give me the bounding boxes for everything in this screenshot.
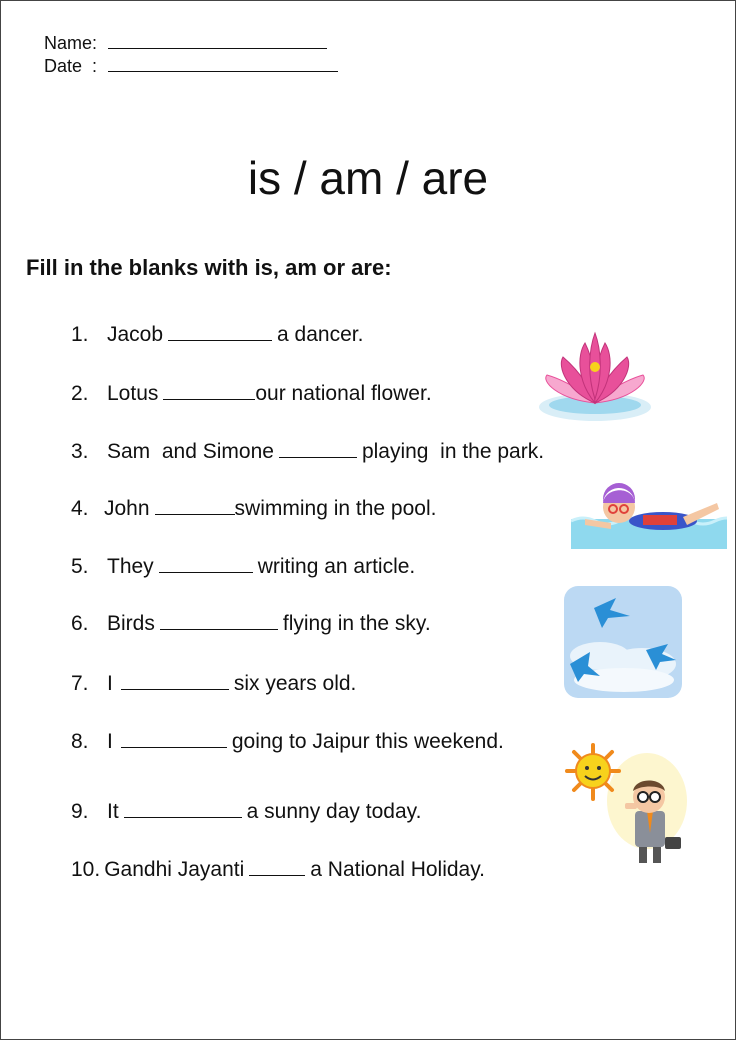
question-number: 8. (71, 730, 89, 753)
question-8 (71, 730, 504, 754)
question-rest: a sunny day today. (246, 800, 422, 823)
date-row (44, 56, 338, 77)
question-4 (71, 497, 436, 521)
question-rest: a dancer. (277, 323, 364, 346)
question-2 (71, 382, 432, 406)
question-number: 1. (71, 323, 89, 346)
swimmer-picture (571, 473, 727, 553)
question-rest: writing an article. (257, 555, 416, 578)
name-row (44, 33, 327, 54)
question-7 (71, 672, 356, 696)
question-rest: swimming in the pool. (234, 497, 437, 520)
question-1 (71, 323, 363, 347)
answer-blank[interactable] (279, 456, 357, 458)
question-subject: Jacob (107, 323, 164, 346)
question-number: 6. (71, 612, 89, 635)
date-label: Date : (44, 56, 98, 76)
question-subject: Birds (107, 612, 155, 635)
question-subject: I (107, 730, 113, 753)
question-number: 9. (71, 800, 89, 823)
answer-blank[interactable] (168, 339, 272, 341)
question-subject: They (107, 555, 154, 578)
answer-blank[interactable] (249, 874, 305, 876)
question-5 (71, 555, 415, 579)
answer-blank[interactable] (121, 746, 227, 748)
question-rest: going to Jaipur this weekend. (231, 730, 504, 753)
question-rest: six years old. (233, 672, 357, 695)
answer-blank[interactable] (155, 513, 235, 515)
answer-blank[interactable] (163, 398, 255, 400)
question-rest: our national flower. (255, 382, 432, 405)
question-9 (71, 800, 421, 824)
question-3 (71, 440, 544, 464)
answer-blank[interactable] (159, 571, 253, 573)
sunny-day-man-picture (555, 741, 689, 871)
question-subject: John (104, 497, 150, 520)
name-line[interactable] (108, 48, 327, 49)
question-rest: a National Holiday. (310, 858, 486, 881)
question-subject: Gandhi Jayanti (104, 858, 245, 881)
page-title: is / am / are (247, 152, 489, 204)
date-line[interactable] (108, 71, 338, 72)
question-subject: Lotus (107, 382, 159, 405)
question-number: 10. (71, 858, 101, 881)
question-10 (71, 858, 485, 882)
question-rest: flying in the sky. (282, 612, 431, 635)
question-rest: playing in the park. (361, 440, 545, 463)
answer-blank[interactable] (124, 816, 242, 818)
question-number: 3. (71, 440, 89, 463)
instruction-text: Fill in the blanks with is, am or are: (26, 255, 392, 280)
question-subject: I (107, 672, 113, 695)
question-number: 5. (71, 555, 89, 578)
answer-blank[interactable] (160, 628, 278, 630)
name-label: Name: (44, 33, 98, 53)
question-subject: Sam and Simone (107, 440, 274, 463)
lotus-flower-picture (537, 319, 657, 429)
question-6 (71, 612, 431, 636)
question-number: 2. (71, 382, 89, 405)
question-subject: It (107, 800, 119, 823)
answer-blank[interactable] (121, 688, 229, 690)
question-number: 7. (71, 672, 89, 695)
question-number: 4. (71, 497, 89, 520)
birds-in-sky-picture (564, 586, 682, 698)
